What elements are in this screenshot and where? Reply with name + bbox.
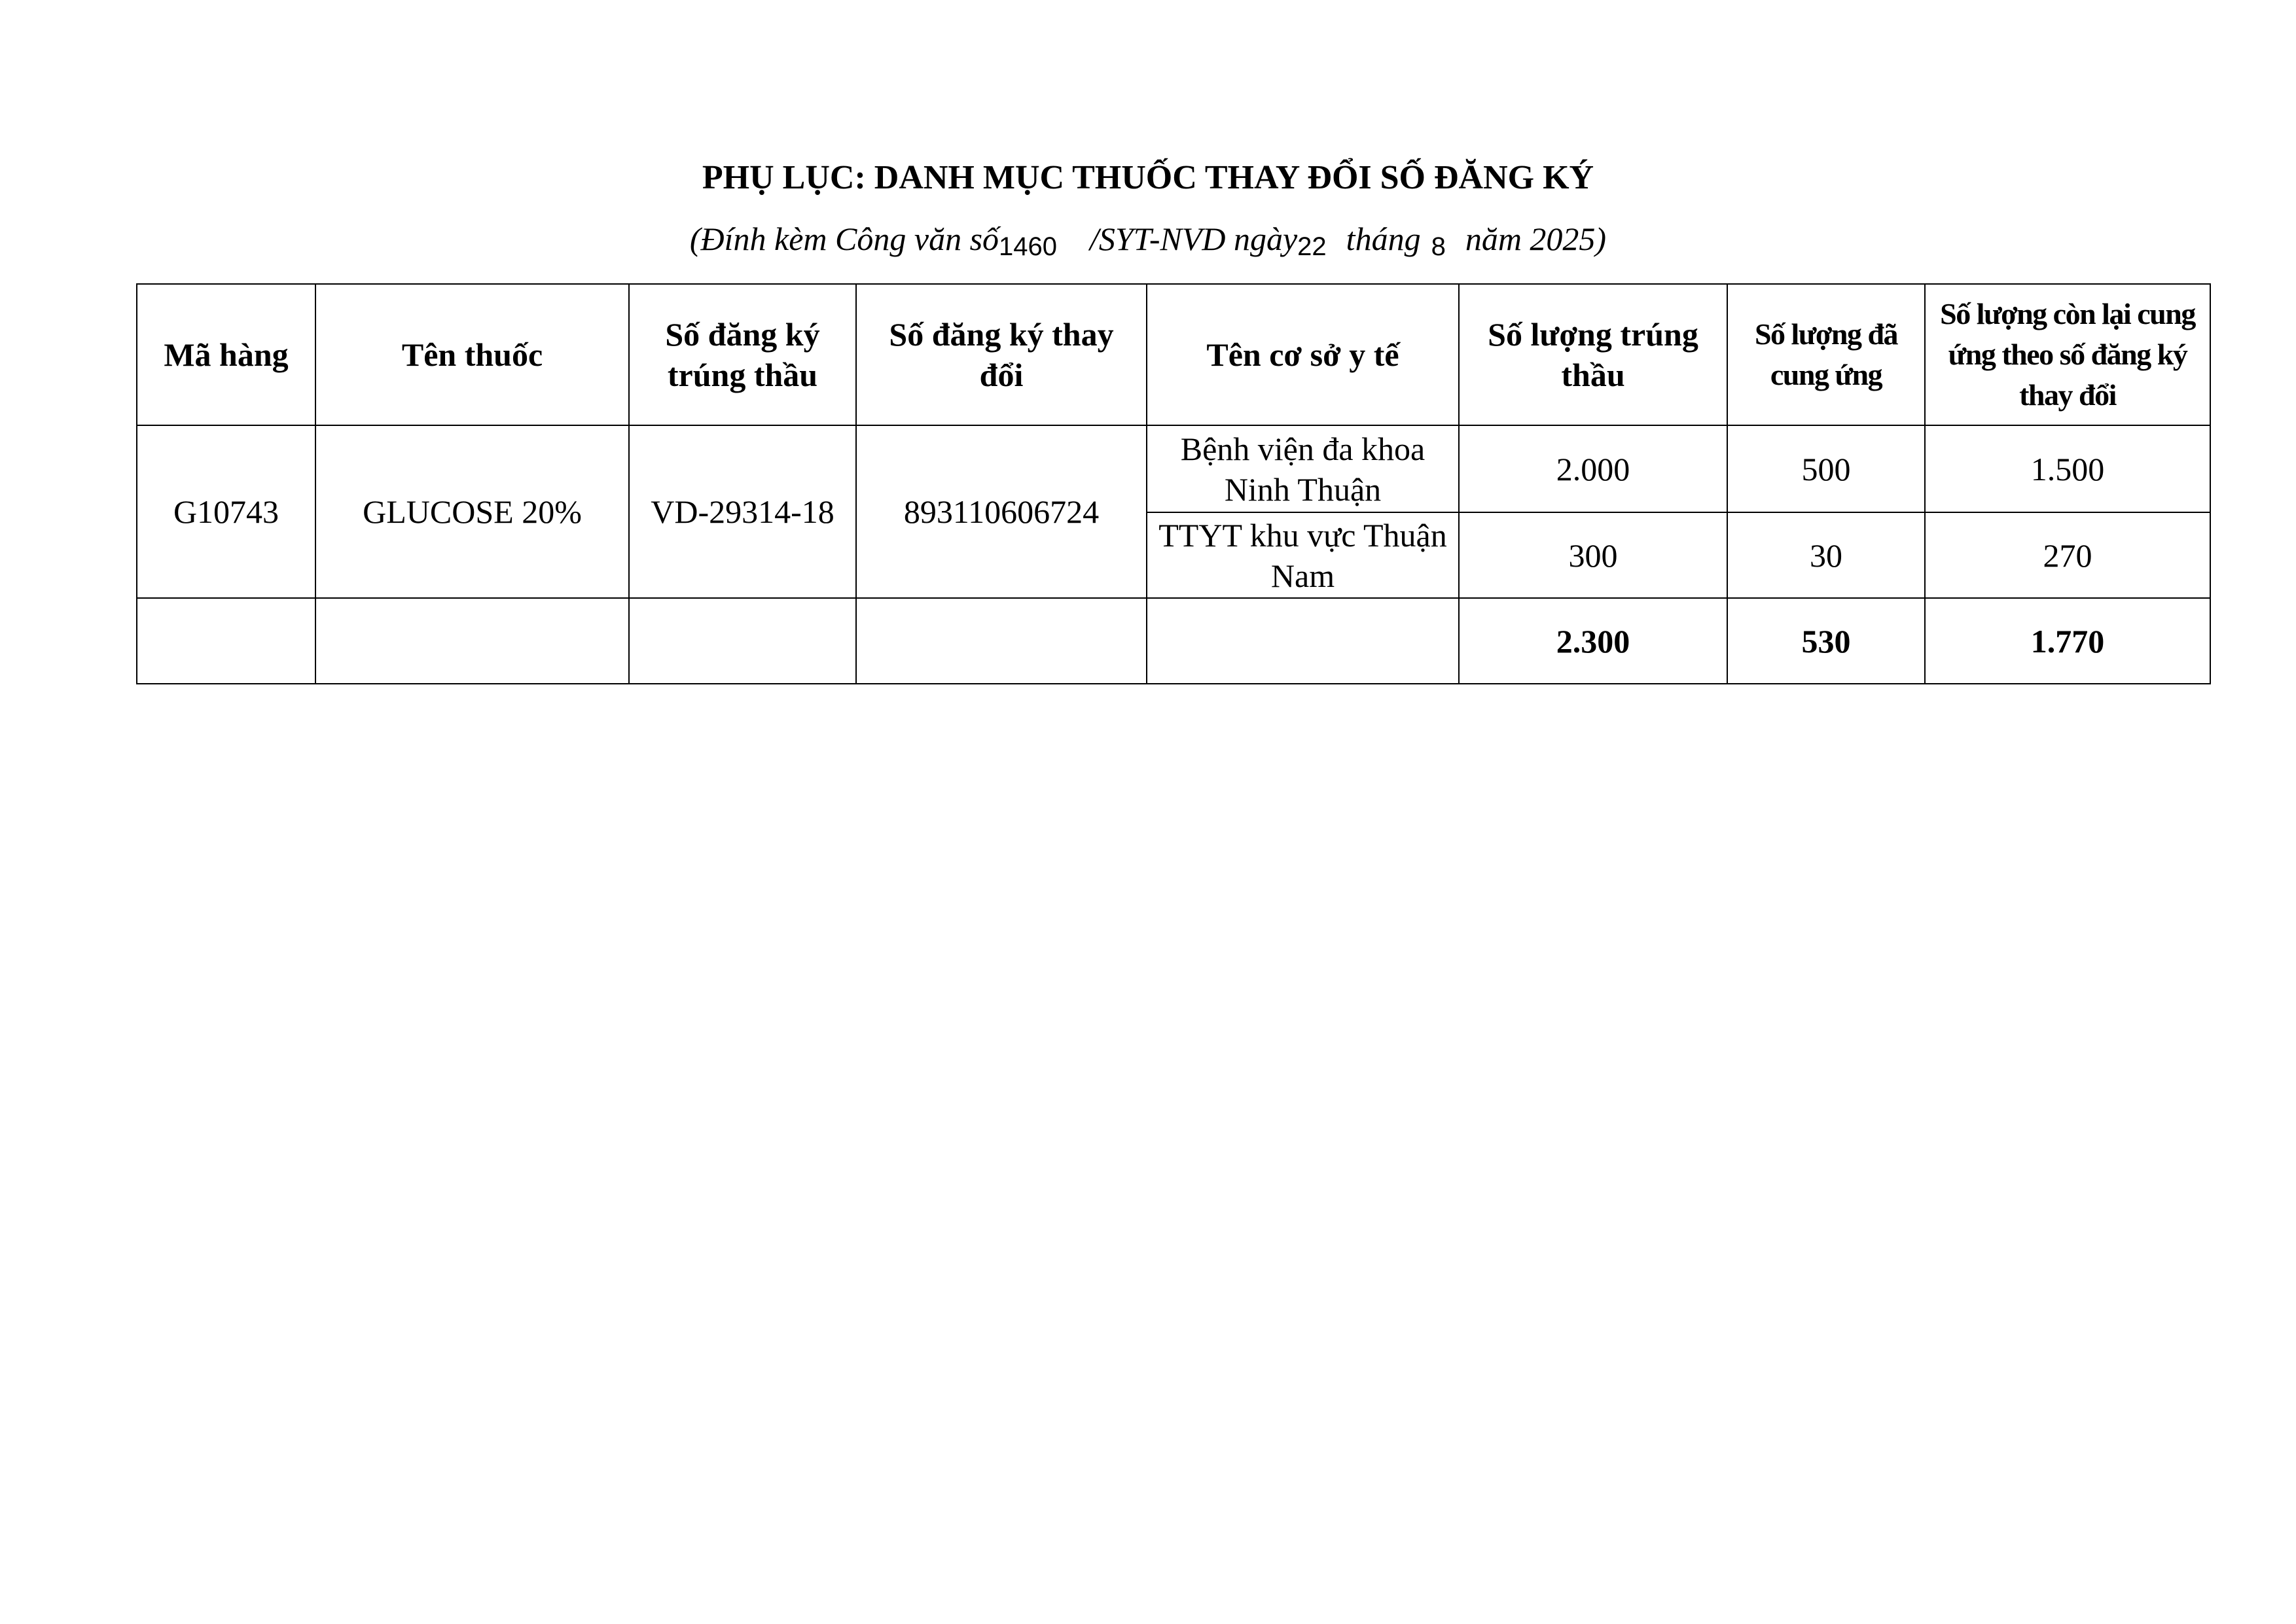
header-row	[137, 284, 2210, 425]
qty-supplied-cell: 500	[1727, 425, 1925, 512]
document-title: PHỤ LỤC: DANH MỤC THUỐC THAY ĐỔI SỐ ĐĂNG KÝ	[702, 159, 1594, 196]
document-day: 22	[1297, 232, 1327, 261]
empty-cell	[629, 598, 856, 684]
empty-cell	[315, 598, 629, 684]
total-qty-won: 2.300	[1459, 598, 1727, 684]
total-qty-remaining: 1.770	[1925, 598, 2210, 684]
empty-cell	[137, 598, 315, 684]
header-qty-supplied: Số lượng đã cung ứng	[1727, 284, 1925, 425]
header-drug-name: Tên thuốc	[315, 284, 629, 425]
facility-cell: Bệnh viện đa khoa Ninh Thuận	[1147, 425, 1459, 512]
subtitle-month-label: tháng	[1346, 221, 1421, 257]
facility-cell: TTYT khu vực Thuận Nam	[1147, 512, 1459, 598]
totals-row	[137, 598, 2210, 684]
header-reg-no-changed: Số đăng ký thay đổi	[856, 284, 1147, 425]
qty-remaining-cell: 1.500	[1925, 425, 2210, 512]
reg-no-won-cell: VD-29314-18	[629, 425, 856, 598]
subtitle-year: năm 2025)	[1465, 221, 1607, 257]
header-qty-remaining: Số lượng còn lại cung ứng theo số đăng ký thay đổi	[1925, 284, 2210, 425]
qty-won-cell: 2.000	[1459, 425, 1727, 512]
empty-cell	[1147, 598, 1459, 684]
header-item-code: Mã hàng	[137, 284, 315, 425]
subtitle-prefix: (Đính kèm Công văn số	[689, 221, 999, 257]
reg-no-changed-cell: 893110606724	[856, 425, 1147, 598]
subtitle-agency: /SYT-NVD ngày	[1090, 221, 1298, 257]
drug-registration-table	[136, 283, 2211, 684]
table-row	[137, 425, 2210, 512]
empty-cell	[856, 598, 1147, 684]
drug-name-cell: GLUCOSE 20%	[315, 425, 629, 598]
total-qty-supplied: 530	[1727, 598, 1925, 684]
qty-supplied-cell: 30	[1727, 512, 1925, 598]
document-month: 8	[1431, 232, 1446, 261]
qty-won-cell: 300	[1459, 512, 1727, 598]
header-reg-no-won: Số đăng ký trúng thầu	[629, 284, 856, 425]
document-number: 1460	[999, 232, 1058, 261]
header-qty-won: Số lượng trúng thầu	[1459, 284, 1727, 425]
item-code-cell: G10743	[137, 425, 315, 598]
document-subtitle	[0, 216, 2296, 264]
qty-remaining-cell: 270	[1925, 512, 2210, 598]
header-facility: Tên cơ sở y tế	[1147, 284, 1459, 425]
